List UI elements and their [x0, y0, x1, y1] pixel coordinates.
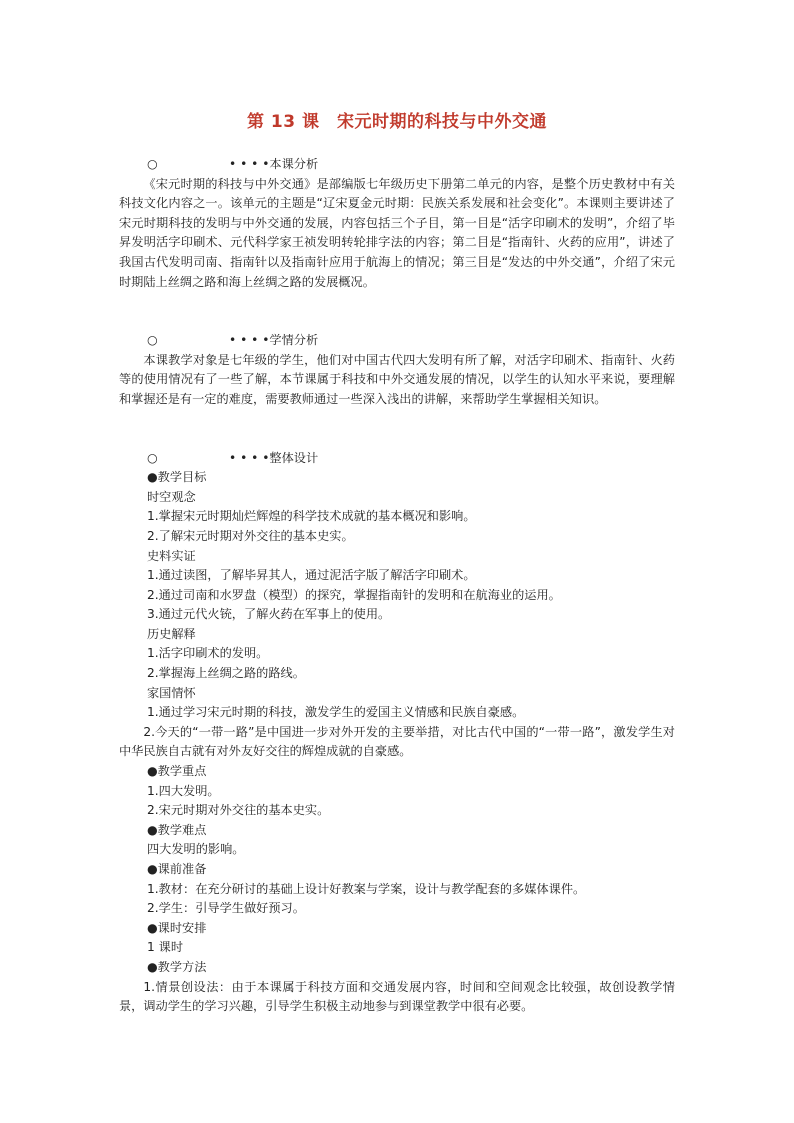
dots-icon: • • • •: [229, 333, 270, 348]
subheading-evidence: 史料实证: [147, 548, 196, 563]
list-item: 2.了解宋元时期对外交往的基本史实。: [147, 528, 354, 543]
list-item: 2.通过司南和水罗盘（模型）的探究，掌握指南针的发明和在航海业的运用。: [147, 587, 561, 602]
analysis-paragraph: 《宋元时期的科技与中外交通》是部编版七年级历史下册第二单元的内容，是整个历史教材中有关科技文化内容之一。该单元的主题是“辽宋夏金元时期：民族关系发展和社会变化”。本课则主要讲述了宋元时期科技的发明与中外交通的发展，内容包括三个子目，第一目是“活字印刷术的发明”，介绍了毕昇发明活字印刷术、元代科学家王祯发明转轮排字法的内容；第二目是“指南针、火药的应用”，讲述了我国古代发明司南、指南针以及指南针应用于航海上的情况；第三目是“发达的中外交通”，介绍了宋元时期陆上丝绸之路和海上丝绸之路的发展概况。: [119, 176, 675, 289]
list-item: 1.活字印刷术的发明。: [147, 646, 269, 661]
subheading-interpretation: 历史解释: [147, 626, 196, 641]
subheading-space-time: 时空观念: [147, 489, 196, 504]
lesson-title: 第 13 课 宋元时期的科技与中外交通: [247, 112, 547, 132]
list-item: 3.通过元代火铳，了解火药在军事上的使用。: [147, 607, 391, 622]
list-item: 1.通过读图，了解毕昇其人，通过泥活字版了解活字印刷术。: [147, 568, 476, 583]
dots-icon: • • • •: [229, 157, 270, 171]
list-item: 2.宋元时期对外交往的基本史实。: [147, 803, 330, 818]
circle-icon: ○: [147, 333, 158, 348]
subheading-patriotism: 家国情怀: [147, 685, 196, 700]
schedule-text: 1 课时: [147, 940, 184, 955]
list-item: 1.教材：在充分研讨的基础上设计好教案与学案，设计与教学配套的多媒体课件。: [147, 881, 586, 896]
list-item: 1.通过学习宋元时期的科技，激发学生的爱国主义情感和民族自豪感。: [147, 705, 525, 720]
list-item: 1.掌握宋元时期灿烂辉煌的科学技术成就的基本概况和影响。: [147, 509, 476, 524]
difficulty-text: 四大发明的影响。: [147, 842, 245, 857]
document-content: [119, 155, 675, 1017]
goals-heading: ●教学目标: [147, 470, 207, 485]
section-heading-analysis: ○ • • • •本课分析: [119, 155, 675, 175]
section-heading-student: ○ • • • •学情分析: [119, 331, 675, 351]
methods-heading: ●教学方法: [147, 959, 207, 974]
circle-icon: ○: [147, 450, 158, 465]
list-item: 2.今天的“一带一路”是中国进一步对外开发的主要举措，对比古代中国的“一带一路”，激发学生对中华民族自古就有对外友好交往的辉煌成就的自豪感。: [119, 724, 675, 759]
list-item: 2.掌握海上丝绸之路的路线。: [147, 666, 305, 681]
key-points-heading: ●教学重点: [147, 764, 207, 779]
list-item: 2.学生：引导学生做好预习。: [147, 901, 305, 916]
difficulty-heading: ●教学难点: [147, 822, 207, 837]
list-item: 1.四大发明。: [147, 783, 220, 798]
section-heading-design: ○ • • • •整体设计: [119, 449, 675, 469]
preparation-heading: ●课前准备: [147, 862, 207, 876]
dots-icon: • • • •: [229, 450, 270, 465]
circle-icon: ○: [147, 157, 158, 171]
schedule-heading: ●课时安排: [147, 920, 207, 935]
methods-text: 1.情景创设法：由于本课属于科技方面和交通发展内容，时间和空间观念比较强，故创设教学情景，调动学生的学习兴趣，引导学生积极主动地参与到课堂教学中很有必要。: [119, 979, 675, 1014]
student-paragraph: 本课教学对象是七年级的学生，他们对中国古代四大发明有所了解，对活字印刷术、指南针、火药等的使用情况有了一些了解，本节课属于科技和中外交通发展的情况，以学生的认知水平来说，要理解和掌握还是有一定的难度，需要教师通过一些深入浅出的讲解，来帮助学生掌握相关知识。: [119, 352, 675, 406]
